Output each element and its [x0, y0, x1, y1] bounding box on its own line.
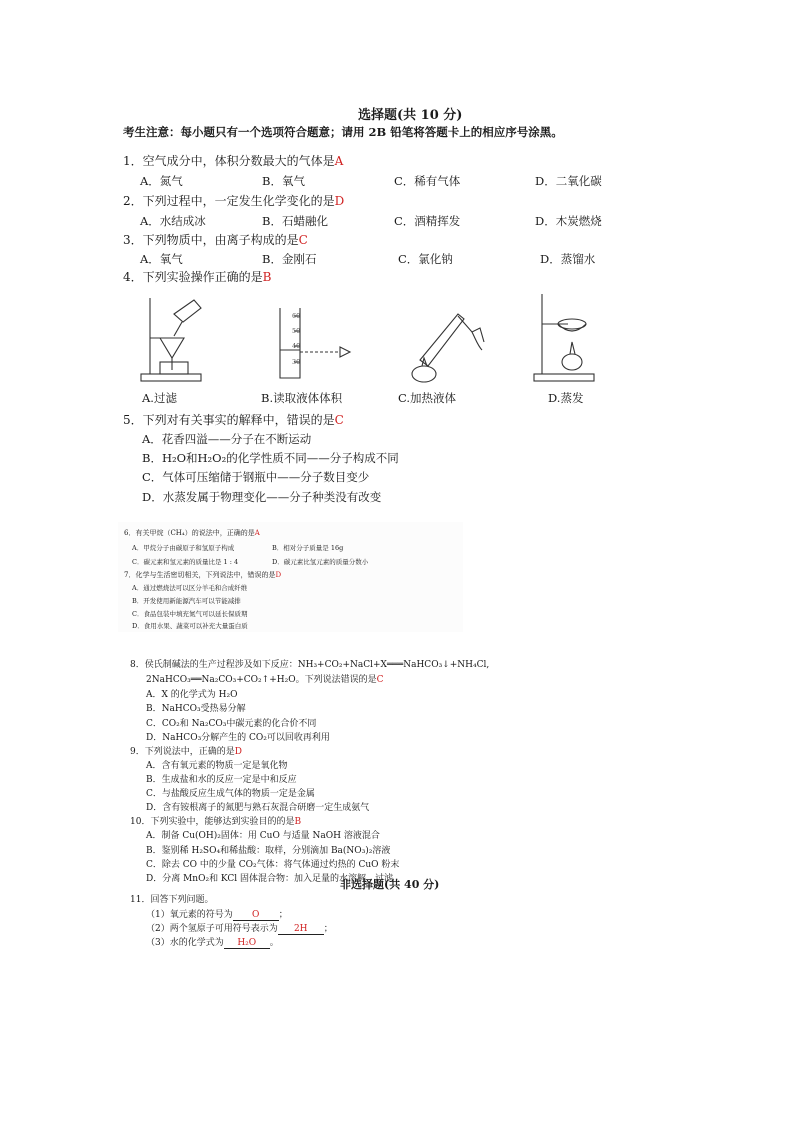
graduated-cylinder-figure [276, 306, 356, 380]
part-text: （1）氧元素的符号为 [146, 910, 233, 920]
heating-liquid-figure [400, 300, 486, 384]
q11-part-3 [146, 935, 279, 949]
option-d: D．二氧化碳 [535, 174, 602, 188]
option-c: C．气体可压缩储于钢瓶中——分子数目变少 [142, 470, 370, 484]
question-stem: 9．下列说法中，正确的是 [130, 747, 235, 757]
filtration-figure [138, 290, 208, 385]
section-title: 选择题(共 10 分) [358, 108, 463, 123]
answer-mark: B [294, 817, 302, 827]
option-a: A．制备 Cu(OH)₂固体：用 CuO 与适量 NaOH 溶液混合 [146, 831, 380, 841]
part-text: （2）两个氢原子可用符号表示为 [146, 924, 278, 934]
tick-label: 60 [292, 312, 301, 320]
notice: 考生注意：每小题只有一个选项符合题意；请用 2B 铅笔将答题卡上的相应序号涂黑。 [123, 125, 563, 139]
option-d: D．蒸馏水 [540, 252, 596, 266]
option-c: C．CO₂和 Na₂CO₃中碳元素的化合价不同 [146, 719, 317, 729]
option-d: D．食用水果、蔬菜可以补充大量蛋白质 [132, 622, 248, 630]
answer-mark: A [254, 529, 260, 537]
question-4 [123, 268, 271, 285]
question-stem: 1．空气成分中，体积分数最大的气体是 [123, 154, 335, 168]
question-stem: 2．下列过程中，一定发生化学变化的是 [123, 194, 335, 208]
question-3 [123, 231, 308, 248]
question-8-line2 [146, 672, 383, 685]
question-10 [130, 814, 301, 827]
option-c: C．氯化钠 [398, 252, 453, 266]
question-7 [124, 570, 281, 580]
question-1 [123, 152, 343, 169]
part-end: 。 [269, 938, 279, 948]
question-stem: 5．下列对有关事实的解释中，错误的是 [123, 413, 335, 427]
option-c: C．与盐酸反应生成气体的物质一定是金属 [146, 789, 315, 799]
answer-blank: O [233, 910, 279, 921]
answer-mark: B [262, 270, 272, 284]
option-b: B．NaHCO₃受热易分解 [146, 704, 246, 714]
option-a: A．含有氧元素的物质一定是氧化物 [146, 761, 288, 771]
question-stem: 6．有关甲烷（CH₄）的说法中，正确的是 [124, 529, 255, 537]
tick-label: 30 [292, 358, 301, 366]
option-d: D．含有铵根离子的氮肥与熟石灰混合研磨一定生成氨气 [146, 803, 370, 813]
option-a: A．氮气 [140, 174, 183, 188]
question-stem: 2NaHCO₃══Na₂CO₃+CO₂↑+H₂O。下列说法错误的是 [146, 675, 377, 685]
question-stem: 10．下列实验中，能够达到实验目的的是 [130, 817, 295, 827]
option-b: B．鉴别稀 H₂SO₄和稀盐酸：取样，分别滴加 Ba(NO₃)₂溶液 [146, 846, 391, 856]
answer-mark: C [376, 675, 384, 685]
part-text: （3）水的化学式为 [146, 938, 224, 948]
answer-blank: H₂O [224, 938, 270, 949]
question-stem: 3．下列物质中，由离子构成的是 [123, 233, 299, 247]
option-c: C．食品包装中填充氮气可以延长保质期 [132, 610, 248, 618]
option-b: B．相对分子质量是 16g [272, 544, 344, 552]
option-b: B．石蜡融化 [262, 214, 328, 228]
tick-label: 40 [292, 342, 301, 350]
figure-label-a: A.过滤 [142, 391, 177, 405]
answer-mark: C [298, 233, 308, 247]
section-title: 非选择题(共 40 分) [340, 878, 440, 891]
question-2 [123, 192, 344, 209]
option-a: A．通过燃烧法可以区分羊毛和合成纤维 [132, 584, 248, 592]
figure-label-c: C.加热液体 [398, 391, 457, 405]
option-d: D．水蒸发属于物理变化——分子种类没有改变 [142, 490, 382, 504]
option-a: A．水结成冰 [140, 214, 206, 228]
option-c: C．酒精挥发 [394, 214, 461, 228]
part-end: ； [323, 924, 333, 934]
question-6 [124, 528, 260, 538]
option-d: D．分离 MnO₂和 KCl 固体混合物：加入足量的水溶解，过滤 [146, 874, 394, 884]
question-5 [123, 411, 344, 428]
option-a: A．甲烷分子由碳原子和氢原子构成 [132, 544, 235, 552]
option-d: D．碳元素比氢元素的质量分数小 [272, 558, 369, 566]
tick-label: 50 [292, 327, 301, 335]
option-c: C．碳元素和氢元素的质量比是 1 : 4 [132, 558, 239, 566]
question-11: 11．回答下列问题。 [130, 895, 214, 905]
option-b: B．开发使用新能源汽车可以节能减排 [132, 597, 241, 605]
question-8 [130, 657, 489, 670]
question-stem: 7．化学与生活密切相关，下列说法中，错误的是 [124, 571, 276, 579]
option-b: B．H₂O和H₂O₂的化学性质不同——分子构成不同 [142, 451, 399, 465]
part-end: ； [278, 910, 288, 920]
option-b: B．氧气 [262, 174, 305, 188]
figure-label-d: D.蒸发 [548, 391, 584, 405]
option-a: A．花香四溢——分子在不断运动 [142, 432, 312, 446]
option-b: B．生成盐和水的反应一定是中和反应 [146, 775, 297, 785]
option-d: D．NaHCO₃分解产生的 CO₂可以回收再利用 [146, 733, 330, 743]
q11-part-2 [146, 921, 333, 935]
question-stem: 4．下列实验操作正确的是 [123, 270, 263, 284]
answer-mark: D [234, 747, 242, 757]
option-c: C．稀有气体 [394, 174, 461, 188]
answer-mark: C [334, 413, 344, 427]
answer-blank: 2H [278, 924, 324, 935]
figure-label-b: B.读取液体体积 [261, 391, 343, 405]
evaporation-figure [532, 290, 600, 384]
option-a: A．X 的化学式为 H₂O [146, 690, 238, 700]
question-9 [130, 744, 242, 757]
q11-part-1 [146, 907, 288, 921]
answer-mark: D [275, 571, 282, 579]
option-b: B．金刚石 [262, 252, 317, 266]
option-d: D．木炭燃烧 [535, 214, 602, 228]
question-stem: 8．侯氏制碱法的生产过程涉及如下反应：NH₃+CO₂+NaCl+X═══NaHCO₃↓+NH₄Cl, [130, 660, 490, 670]
answer-mark: D [334, 194, 345, 208]
answer-mark: A [334, 154, 344, 168]
option-a: A．氧气 [140, 252, 183, 266]
option-c: C．除去 CO 中的少量 CO₂气体：将气体通过灼热的 CuO 粉末 [146, 860, 400, 870]
